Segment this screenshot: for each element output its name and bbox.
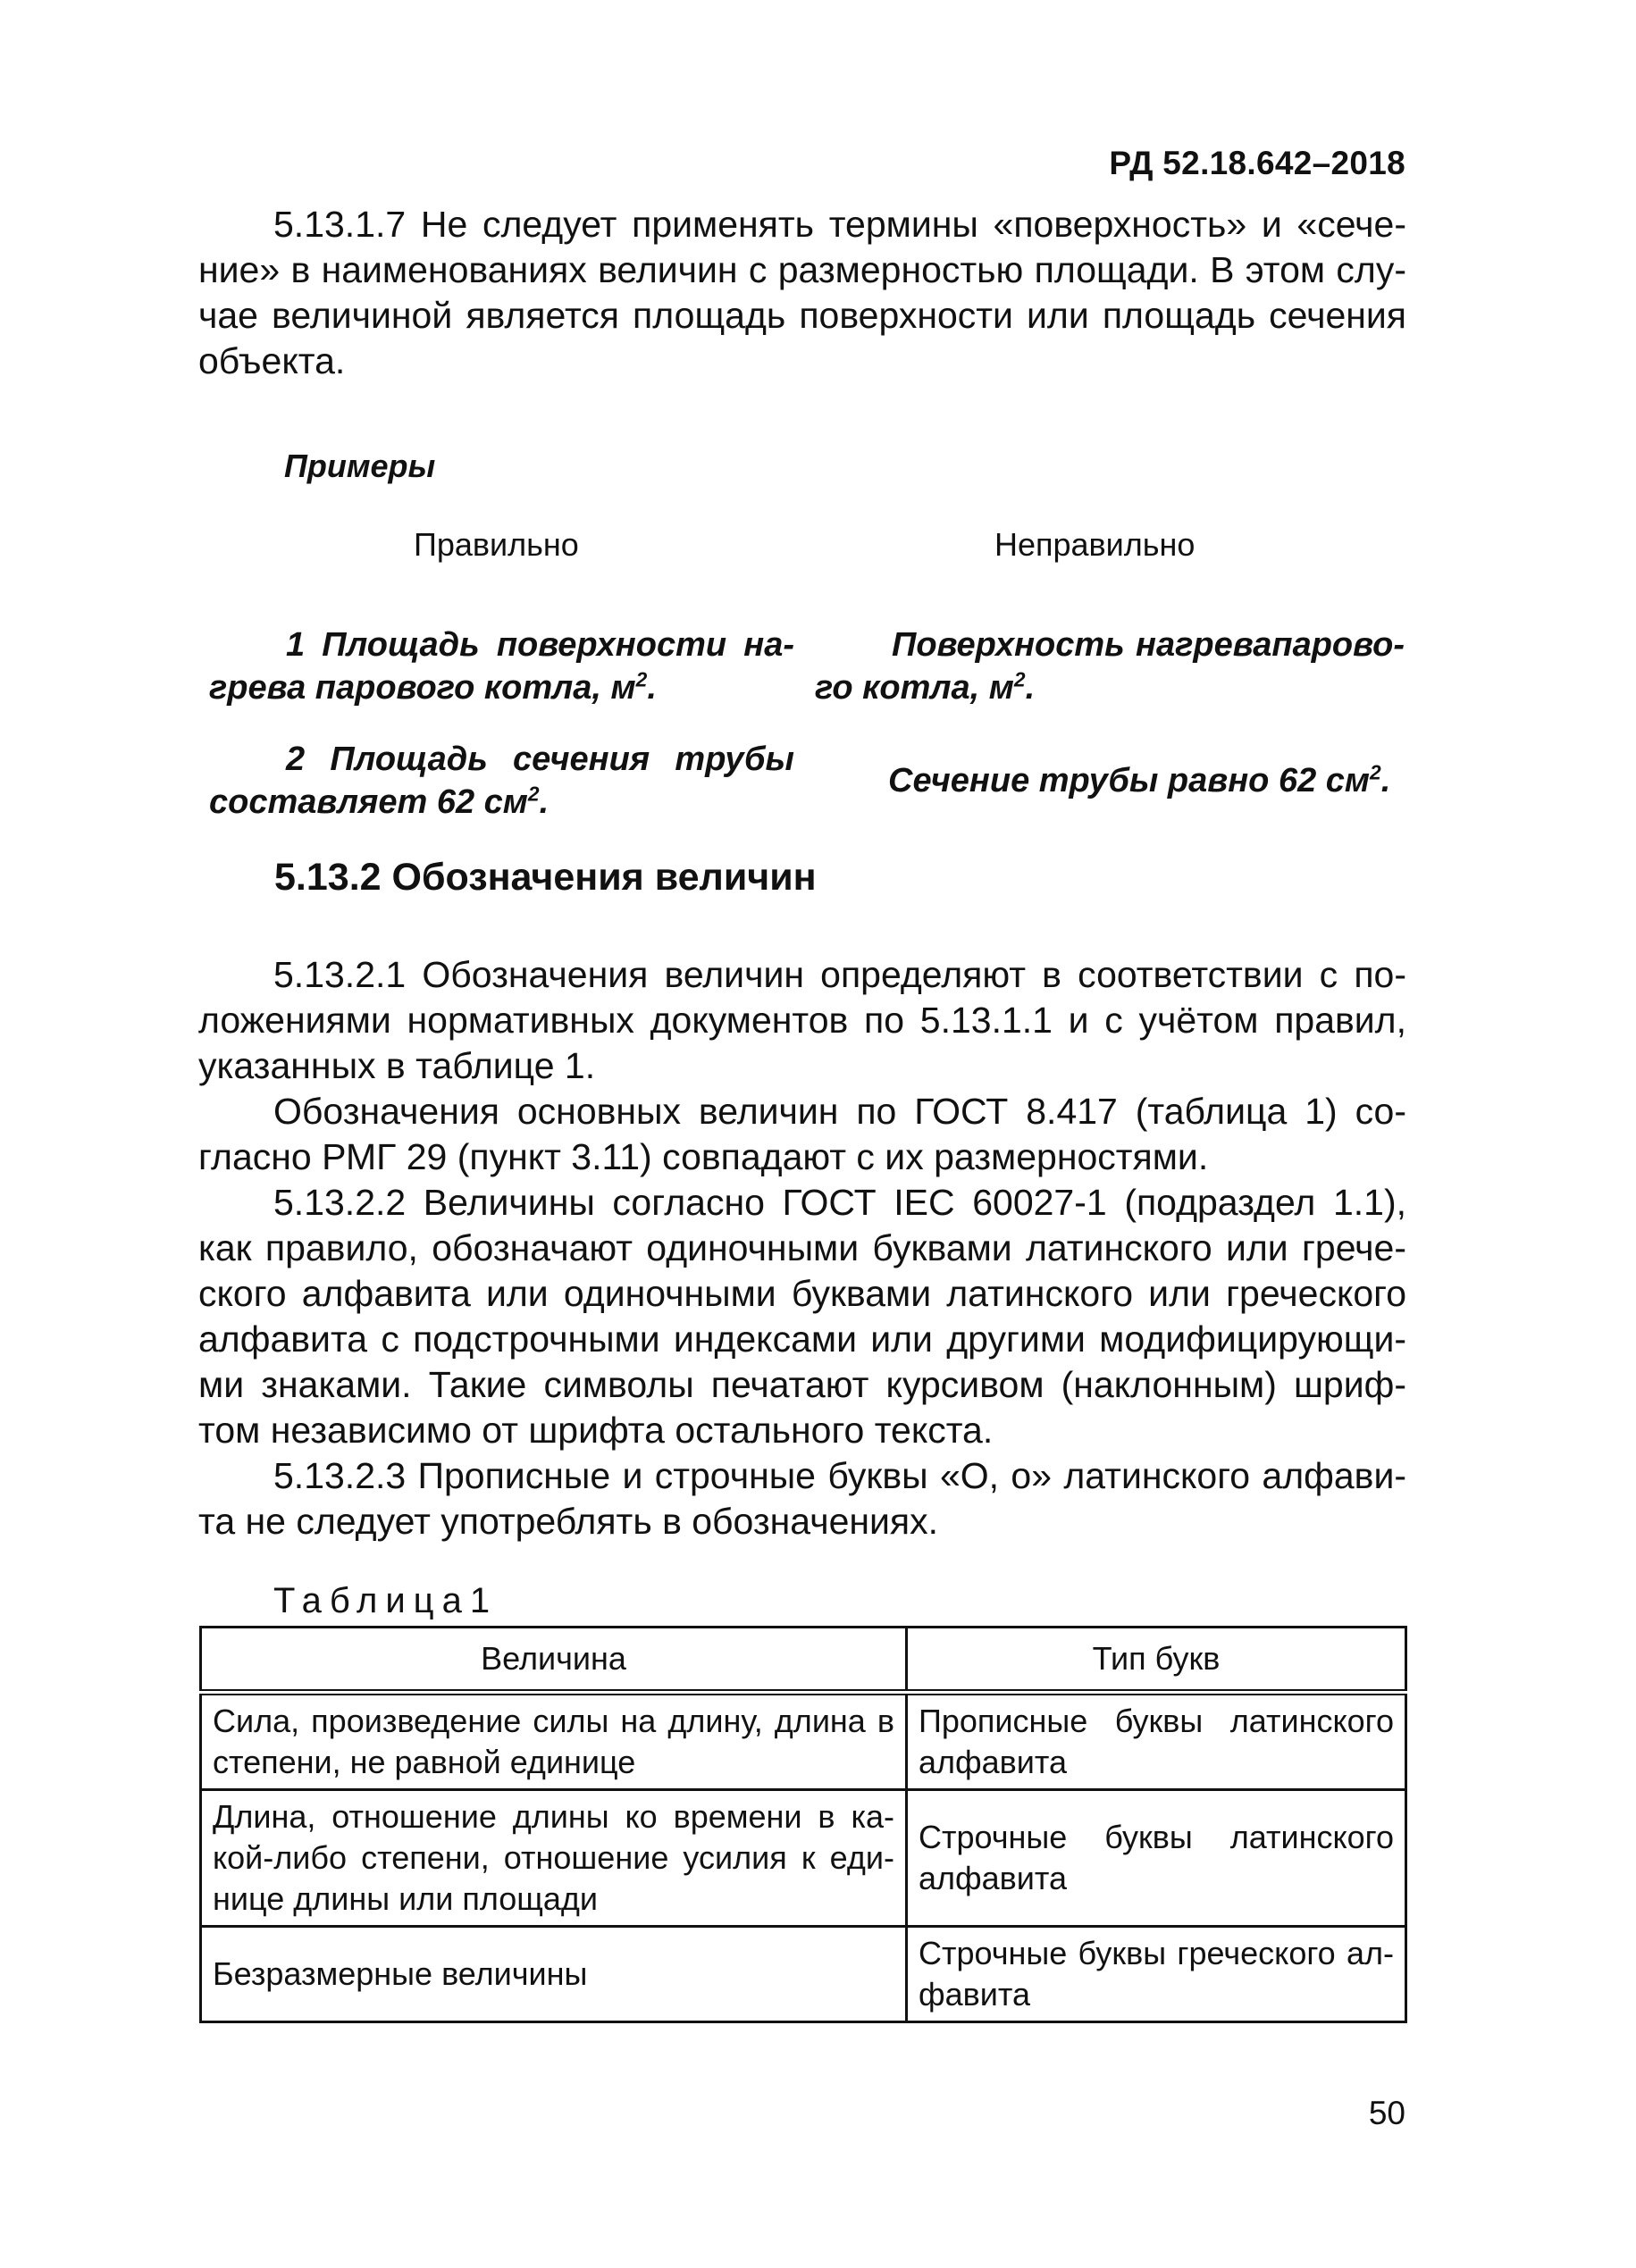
paragraph-5-13-2-3: 5.13.2.3 Прописные и строчные буквы «О, о» латинского алфави- та не следует употреблять в обозначениях. xyxy=(198,1455,1406,1542)
section-title: 5.13.2 Обозначения величин xyxy=(274,856,817,899)
document-code: РД 52.18.642–2018 xyxy=(1109,145,1405,181)
table-cell: Строчные буквы латинского алфавита xyxy=(907,1790,1406,1927)
paragraph-5-13-2-2: 5.13.2.2 Величины согласно ГОСТ IEC 60027-1 (подраздел 1.1), как правило, обозначают одиночными буквами латинского или грече- ского алфавита или одиночными буквами латинского или греческого алфавита с подстрочными индексами или другими модифицирующи- ми знаками. Такие символы печатают курсивом (наклонным) шриф- том независимо от шрифта остального текста. xyxy=(198,1182,1406,1451)
paragraph-line: объекта. xyxy=(198,340,346,381)
table-cell: Безразмерные величины xyxy=(201,1927,907,2022)
paragraph-line: чае величиной является площадь поверхности или площадь сечения xyxy=(198,295,1406,336)
table-row xyxy=(201,1693,1406,1790)
designations-table xyxy=(199,1626,1407,2023)
paragraph-5-13-1-7 xyxy=(198,202,1406,384)
example-incorrect-1: Поверхность нагревапарово- го котла, $м^2$. xyxy=(815,626,1405,707)
incorrect-column-label: Неправильно xyxy=(994,526,1196,563)
table-header-cell: Тип букв xyxy=(907,1628,1406,1693)
table-header-cell: Величина xyxy=(201,1628,907,1693)
table-cell: Прописные буквы латинского алфавита xyxy=(907,1693,1406,1790)
correct-column-label: Правильно xyxy=(414,526,579,563)
table-caption: Таблица1 xyxy=(273,1581,499,1620)
page-number: 50 xyxy=(1368,2095,1405,2131)
paragraph-line: 5.13.1.7 Не следует применять термины «поверхность» и «сече- xyxy=(273,204,1406,245)
paragraph-gost-8-417: Обозначения основных величин по ГОСТ 8.417 (таблица 1) со- гласно РМГ 29 (пункт 3.11) совпадают с их размерностями. xyxy=(198,1091,1406,1177)
paragraph-5-13-2-1: 5.13.2.1 Обозначения величин определяют в соответствии с по- ложениями нормативных документов по 5.13.1.1 и с учётом правил, указанных в таблице 1. xyxy=(198,954,1406,1086)
table-cell: Сила, произведение силы на длину, длина в степени, не равной единице xyxy=(201,1693,907,1790)
example-correct-1: 1 Площадь поверхности на- грева парового котла, $м^2$. xyxy=(209,626,794,707)
paragraph-line: ние» в наименованиях величин с размерностью площади. В этом слу- xyxy=(198,249,1406,290)
example-incorrect-2: Сечение трубы равно 62 $см^2$. xyxy=(888,760,1391,799)
examples-title: Примеры xyxy=(284,448,436,484)
table-cell: Строчные буквы греческого ал- фавита xyxy=(907,1927,1406,2022)
table-row xyxy=(201,1790,1406,1927)
table-header-row xyxy=(201,1628,1406,1693)
table-cell: Длина, отношение длины ко времени в ка- кой-либо степени, отношение усилия к еди- нице длины или площади xyxy=(201,1790,907,1927)
example-correct-2: 2 Площадь сечения трубы составляет 62 $см^2$. xyxy=(209,741,794,821)
table-row xyxy=(201,1927,1406,2022)
